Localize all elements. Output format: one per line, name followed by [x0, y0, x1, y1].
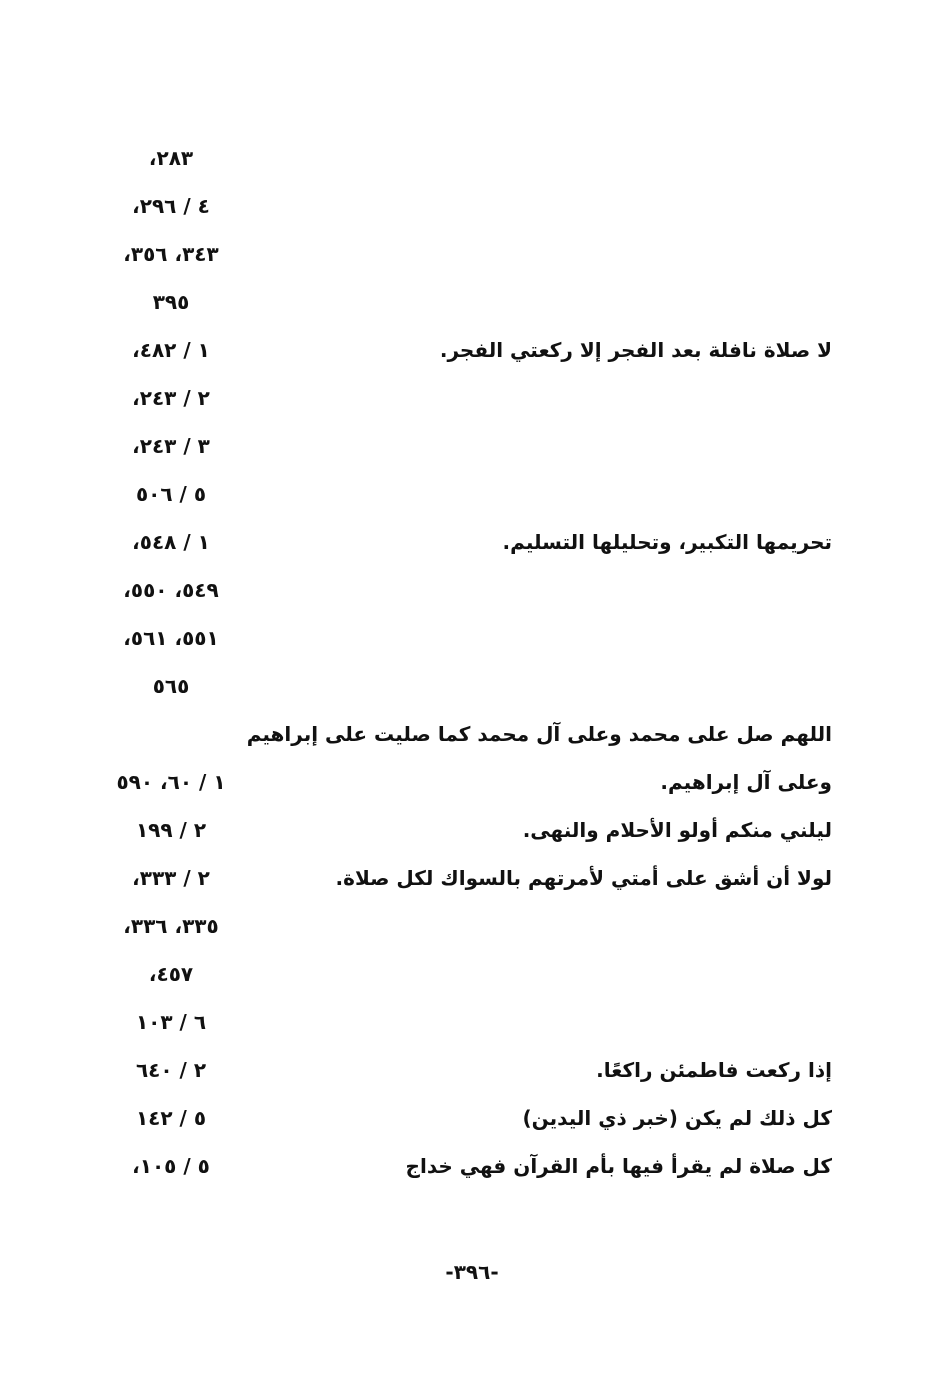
reference-numbers: ٥ / ٥٠٦ — [135, 482, 207, 506]
reference-numbers: ٥٥١، ٥٦١، — [123, 626, 219, 650]
reference-numbers: ١ / ٤٨٢، — [132, 338, 210, 362]
reference-numbers: ٢٨٣، — [148, 146, 194, 170]
reference-numbers: ٤٥٧، — [148, 962, 194, 986]
index-row — [0, 812, 944, 848]
index-row — [0, 1004, 944, 1040]
hadith-text: ليلني منكم أولو الأحلام والنهى. — [522, 818, 832, 842]
reference-numbers: ٢ / ١٩٩ — [135, 818, 207, 842]
reference-numbers: ٥٦٥ — [152, 674, 190, 698]
index-row — [0, 188, 944, 224]
page-number: -٣٩٦- — [445, 1260, 499, 1284]
index-row — [0, 1100, 944, 1136]
hadith-text: وعلى آل إبراهيم. — [660, 770, 832, 794]
hadith-text: لولا أن أشق على أمتي لأمرتهم بالسواك لكل صلاة. — [335, 866, 832, 890]
index-row — [0, 620, 944, 656]
index-row — [0, 236, 944, 272]
index-row — [0, 332, 944, 368]
index-row — [0, 764, 944, 800]
hadith-text: كل صلاة لم يقرأ فيها بأم القرآن فهي خداج — [405, 1154, 832, 1178]
hadith-text: إذا ركعت فاطمئن راكعًا. — [596, 1058, 832, 1082]
index-row — [0, 956, 944, 992]
index-row — [0, 476, 944, 512]
reference-numbers: ٢ / ٣٣٣، — [132, 866, 210, 890]
hadith-text: اللهم صل على محمد وعلى آل محمد كما صليت على إبراهيم — [246, 722, 832, 746]
reference-numbers: ٣٣٥، ٣٣٦، — [123, 914, 219, 938]
reference-numbers: ٢ / ٦٤٠ — [135, 1058, 207, 1082]
index-row — [0, 908, 944, 944]
index-row — [0, 428, 944, 464]
index-row — [0, 284, 944, 320]
reference-numbers: ١ / ٦٠، ٥٩٠ — [116, 770, 226, 794]
index-row — [0, 860, 944, 896]
hadith-text: كل ذلك لم يكن (خبر ذي اليدين) — [522, 1106, 832, 1130]
index-row — [0, 572, 944, 608]
reference-numbers: ٤ / ٢٩٦، — [132, 194, 210, 218]
hadith-text: تحريمها التكبير، وتحليلها التسليم. — [502, 530, 832, 554]
reference-numbers: ٦ / ١٠٣ — [135, 1010, 207, 1034]
reference-numbers: ٥ / ١٠٥، — [132, 1154, 210, 1178]
reference-numbers: ٣٩٥ — [152, 290, 190, 314]
index-row — [0, 1052, 944, 1088]
reference-numbers: ٣٤٣، ٣٥٦، — [123, 242, 219, 266]
reference-numbers: ١ / ٥٤٨، — [132, 530, 210, 554]
hadith-text: لا صلاة نافلة بعد الفجر إلا ركعتي الفجر. — [439, 338, 832, 362]
reference-numbers: ٣ / ٢٤٣، — [132, 434, 210, 458]
index-row — [0, 1148, 944, 1184]
index-row — [0, 140, 944, 176]
index-row — [0, 380, 944, 416]
reference-numbers: ٢ / ٢٤٣، — [132, 386, 210, 410]
reference-numbers: ٥ / ١٤٢ — [135, 1106, 207, 1130]
reference-numbers: ٥٤٩، ٥٥٠، — [123, 578, 219, 602]
index-row — [0, 668, 944, 704]
index-row — [0, 716, 944, 752]
index-row — [0, 524, 944, 560]
